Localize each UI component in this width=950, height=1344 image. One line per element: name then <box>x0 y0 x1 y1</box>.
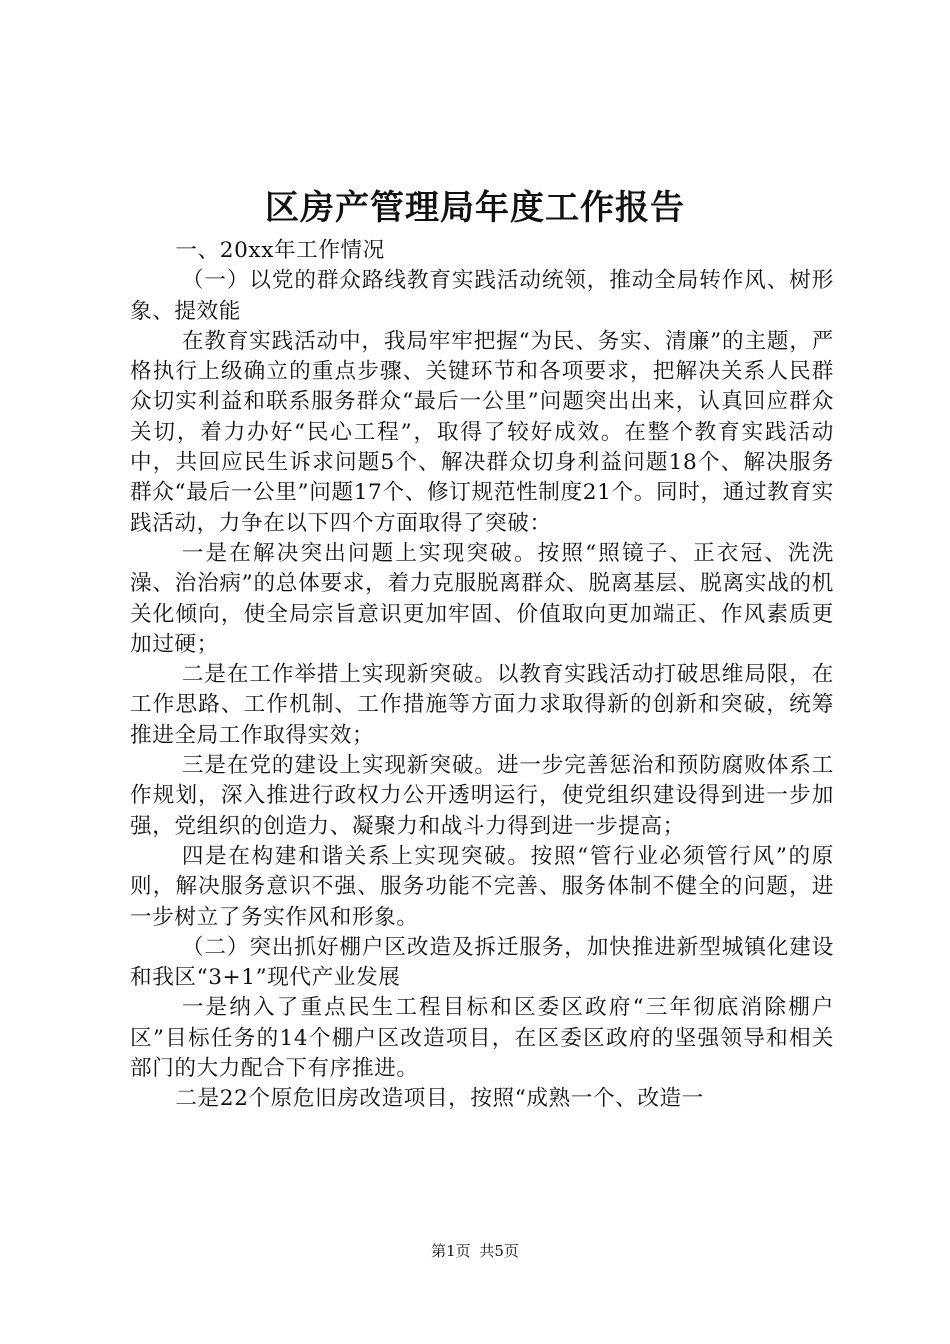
paragraph-breakthrough-1: 一是在解决突出问题上实现突破。按照“照镜子、正衣冠、洗洗澡、治治病”的总体要求，着力克服脱离群众、脱离基层、脱离实战的机关化倾向，使全局宗旨意识更加牢固、价值取向更加端正、作风素质更加过硬； <box>130 540 834 657</box>
paragraph-breakthrough-2: 二是在工作举措上实现新突破。以教育实践活动打破思维局限，在工作思路、工作机制、工作措施等方面力求取得新的创新和突破，统筹推进全局工作取得实效； <box>130 662 834 748</box>
page-total: 共5页 <box>479 1242 519 1260</box>
section-heading-1: 一、20xx年工作情况 <box>175 238 385 263</box>
paragraph-shantytown-1: 一是纳入了重点民生工程目标和区委区政府“三年彻底消除棚户区”目标任务的14个棚户区改造项目，在区委区政府的坚强领导和相关部门的大力配合下有序推进。 <box>130 995 834 1082</box>
subsection-heading-2: （二）突出抓好棚户区改造及拆迁服务，加快推进新型城镇化建设和我区“3+1”现代产业发展 <box>130 934 834 991</box>
paragraph-breakthrough-3: 三是在党的建设上实现新突破。进一步完善惩治和预防腐败体系工作规划，深入推进行政权力公开透明运行，使党组织建设得到进一步加强，党组织的创造力、凝聚力和战斗力得到进一步提高； <box>130 753 834 839</box>
paragraph-shantytown-2: 二是22个原危旧房改造项目，按照“成熟一个、改造一 <box>175 1086 704 1112</box>
paragraph-practice-activity: 在教育实践活动中，我局牢牢把握“为民、务实、清廉”的主题，严格执行上级确立的重点步骤、关键环节和各项要求，把解决关系人民群众切实利益和联系服务群众“最后一公里”问题突出出来，认真回应群众关切，着力办好“民心工程”，取得了较好成效。在整个教育实践活动中，共回应民生诉求问题5个、解决群众切身利益问题18个、解决服务群众“最后一公里”问题17个、修订规范性制度21个。同时，通过教育实践活动，力争在以下四个方面取得了突破： <box>130 328 834 536</box>
subsection-heading-1: （一）以党的群众路线教育实践活动统领，推动全局转作风、树形象、提效能 <box>130 268 834 324</box>
document-body <box>130 236 834 1115</box>
paragraph-breakthrough-4: 四是在构建和谐关系上实现突破。按照“管行业必须管行风”的原则，解决服务意识不强、服务功能不完善、服务体制不健全的问题，进一步树立了务实作风和形象。 <box>130 843 834 930</box>
page-number: 第1页 <box>431 1242 471 1260</box>
document-title: 区房产管理局年度工作报告 <box>265 188 685 228</box>
page-footer <box>0 1240 950 1262</box>
